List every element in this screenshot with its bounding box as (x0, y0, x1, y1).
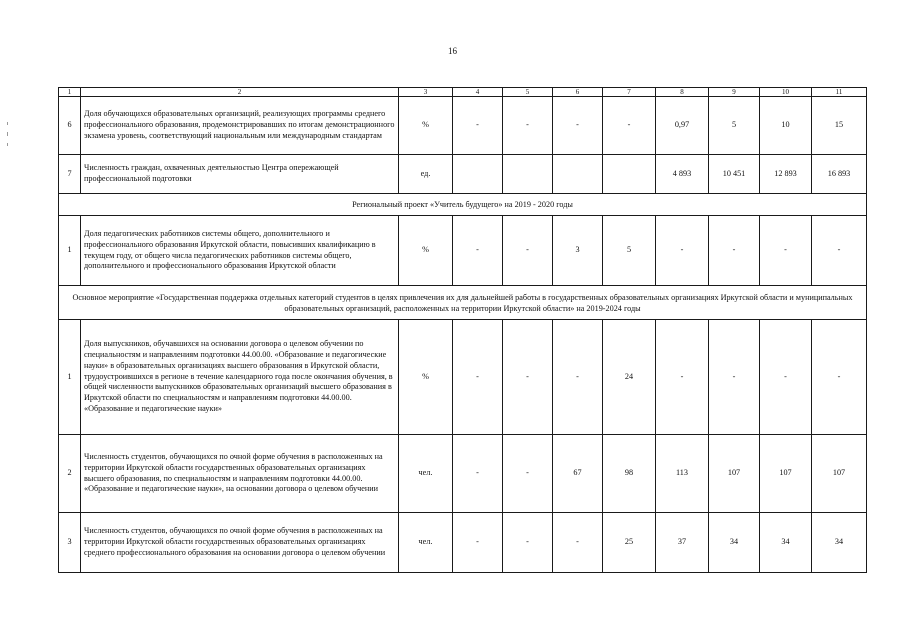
value-cell: 10 451 (709, 155, 760, 194)
column-header: 5 (503, 88, 553, 97)
value-cell (603, 155, 656, 194)
indicator-description: Численность граждан, охваченных деятельностью Центра опережающей профессиональной подготовки (81, 155, 399, 194)
indicator-description: Численность студентов, обучающихся по очной форме обучения в расположенных на территории Иркутской области государственных образовательных организациях среднего профессионального образования на основании договора о целевом обучении (81, 513, 399, 573)
value-cell: 16 893 (812, 155, 867, 194)
value-cell: 24 (603, 320, 656, 435)
value-cell: - (760, 216, 812, 286)
value-cell: 25 (603, 513, 656, 573)
value-cell: - (812, 216, 867, 286)
scan-margin-mark (7, 122, 8, 125)
column-header: 9 (709, 88, 760, 97)
row-number: 1 (59, 320, 81, 435)
value-cell: 15 (812, 97, 867, 155)
value-cell: - (553, 513, 603, 573)
value-cell: 10 (760, 97, 812, 155)
row-number: 2 (59, 435, 81, 513)
value-cell: 5 (709, 97, 760, 155)
value-cell: 34 (812, 513, 867, 573)
column-header: 6 (553, 88, 603, 97)
table-body (59, 88, 867, 573)
row-number: 3 (59, 513, 81, 573)
scan-margin-mark (7, 132, 8, 136)
value-cell: 107 (812, 435, 867, 513)
value-cell: - (553, 97, 603, 155)
table-row (59, 435, 867, 513)
value-cell: - (656, 320, 709, 435)
value-cell: - (453, 97, 503, 155)
column-number-row (59, 88, 867, 97)
value-cell: - (709, 320, 760, 435)
value-cell: - (503, 216, 553, 286)
value-cell: 34 (709, 513, 760, 573)
value-cell: - (503, 320, 553, 435)
value-cell (453, 155, 503, 194)
section-row (59, 194, 867, 216)
value-cell: 5 (603, 216, 656, 286)
value-cell: 12 893 (760, 155, 812, 194)
unit-cell: ед. (399, 155, 453, 194)
indicator-description: Доля педагогических работников системы общего, дополнительного и профессионального образования Иркутской области, повысивших квалификацию в текущем году, от общего числа педагогических работников системы общего, дополнительного и профессионального образования Иркутской области (81, 216, 399, 286)
value-cell: - (656, 216, 709, 286)
column-header: 10 (760, 88, 812, 97)
value-cell: 0,97 (656, 97, 709, 155)
value-cell: 67 (553, 435, 603, 513)
value-cell: 34 (760, 513, 812, 573)
unit-cell: чел. (399, 513, 453, 573)
table-row (59, 216, 867, 286)
unit-cell: чел. (399, 435, 453, 513)
unit-cell: % (399, 97, 453, 155)
table-row (59, 155, 867, 194)
column-header: 2 (81, 88, 399, 97)
value-cell: 4 893 (656, 155, 709, 194)
table-row (59, 320, 867, 435)
column-header: 3 (399, 88, 453, 97)
value-cell: 113 (656, 435, 709, 513)
section-title: Региональный проект «Учитель будущего» на 2019 - 2020 годы (59, 194, 867, 216)
indicators-table (58, 87, 867, 573)
indicator-description: Доля обучающихся образовательных организаций, реализующих программы среднего профессионального образования, продемонстрировавших по итогам демонстрационного экзамена уровень, соответствующий национальным или международным стандартам (81, 97, 399, 155)
value-cell (503, 155, 553, 194)
section-title: Основное мероприятие «Государственная поддержка отдельных категорий студентов в целях привлечения их для дальнейшей работы в государственных образовательных организациях Иркутской области и муниципальных образовательных организаций, расположенных на территории Иркутской области» на 2019-2024 годы (59, 286, 867, 320)
value-cell: 107 (760, 435, 812, 513)
value-cell: - (503, 435, 553, 513)
section-row (59, 286, 867, 320)
value-cell: - (553, 320, 603, 435)
column-header: 1 (59, 88, 81, 97)
value-cell: - (760, 320, 812, 435)
value-cell: - (709, 216, 760, 286)
value-cell: - (453, 216, 503, 286)
indicator-description: Доля выпускников, обучавшихся на основании договора о целевом обучении по специальностям и направлениям подготовки 44.00.00. «Образование и педагогические науки» в образовательных организациях высшего образования в Иркутской области, трудоустроившихся в регионе в течение календарного года после окончания обучения, в общей численности выпускников образовательных организаций высшего образования в Иркутской области по специальностям и направлениям подготовки 44.00.00. «Образование и педагогические науки» (81, 320, 399, 435)
value-cell: - (453, 513, 503, 573)
value-cell: - (453, 435, 503, 513)
value-cell (553, 155, 603, 194)
value-cell: 98 (603, 435, 656, 513)
table-row (59, 513, 867, 573)
column-header: 7 (603, 88, 656, 97)
value-cell: - (503, 513, 553, 573)
scan-margin-mark (7, 143, 8, 146)
value-cell: - (503, 97, 553, 155)
row-number: 7 (59, 155, 81, 194)
value-cell: 3 (553, 216, 603, 286)
row-number: 6 (59, 97, 81, 155)
value-cell: - (603, 97, 656, 155)
page-number: 16 (448, 46, 457, 56)
row-number: 1 (59, 216, 81, 286)
column-header: 11 (812, 88, 867, 97)
unit-cell: % (399, 216, 453, 286)
unit-cell: % (399, 320, 453, 435)
table-row (59, 97, 867, 155)
column-header: 8 (656, 88, 709, 97)
value-cell: - (453, 320, 503, 435)
value-cell: 37 (656, 513, 709, 573)
column-header: 4 (453, 88, 503, 97)
value-cell: 107 (709, 435, 760, 513)
indicator-description: Численность студентов, обучающихся по очной форме обучения в расположенных на территории Иркутской области государственных образовательных организациях высшего образования, по специальностям и направлениям подготовки 44.00.00. «Образование и педагогические науки», на основании договора о целевом обучении (81, 435, 399, 513)
value-cell: - (812, 320, 867, 435)
